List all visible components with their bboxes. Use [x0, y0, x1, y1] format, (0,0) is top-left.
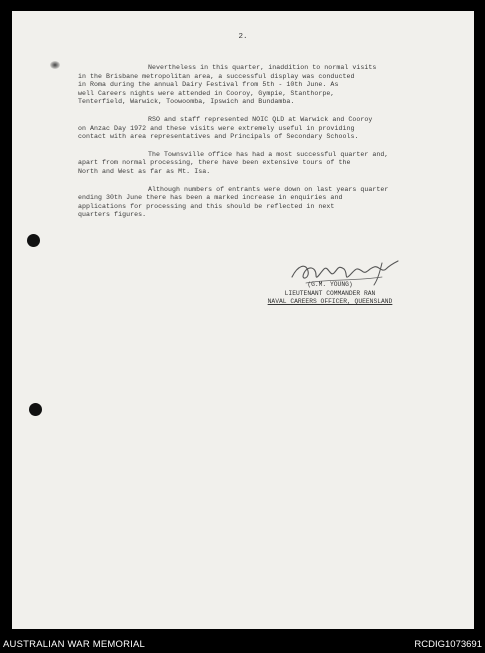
- signatory-name: (G.M. YOUNG): [307, 281, 353, 288]
- footer-record-id: RCDIG1073691: [414, 639, 482, 650]
- signature-block: [250, 281, 410, 307]
- document-page: [12, 11, 474, 629]
- signatory-rank: LIEUTENANT COMMANDER RAN: [284, 289, 376, 297]
- letter-body: [78, 64, 418, 229]
- paragraph-4: Although numbers of entrants were down on last years quarter ending 30th June there has been a marked increase in enquiries and applications for processing and this should be reflected in next quarters figures.: [78, 185, 389, 219]
- paragraph-2: RSO and staff represented NOIC QLD at Warwick and Cooroy on Anzac Day 1972 and these visits were extremely useful in providing contact with area representatives and Principals of Secondary Schools.: [78, 115, 373, 141]
- paragraph-1: Nevertheless in this quarter, inaddition to normal visits in the Brisbane metropolitan area, a successful display was conducted in Roma during the annual Dairy Festival from 5th - 10th June. As well Careers nights were attended in Cooroy, Gympie, Stanthorpe, Tenterfield, Warwick, Toowoomba, Ipswich and Bundamba.: [78, 64, 377, 106]
- punch-hole: [27, 234, 40, 247]
- signatory-position: NAVAL CAREERS OFFICER, QUEENSLAND: [267, 298, 393, 306]
- paragraph-3: The Townsville office has had a most successful quarter and, apart from normal processing, there have been extensive tours of the North and West as far as Mt. Isa.: [78, 150, 389, 175]
- ink-smudge: [50, 61, 60, 69]
- archive-footer: [0, 637, 485, 653]
- page-number: 2.: [238, 33, 248, 41]
- punch-hole: [29, 403, 42, 416]
- footer-institution: AUSTRALIAN WAR MEMORIAL: [3, 639, 146, 650]
